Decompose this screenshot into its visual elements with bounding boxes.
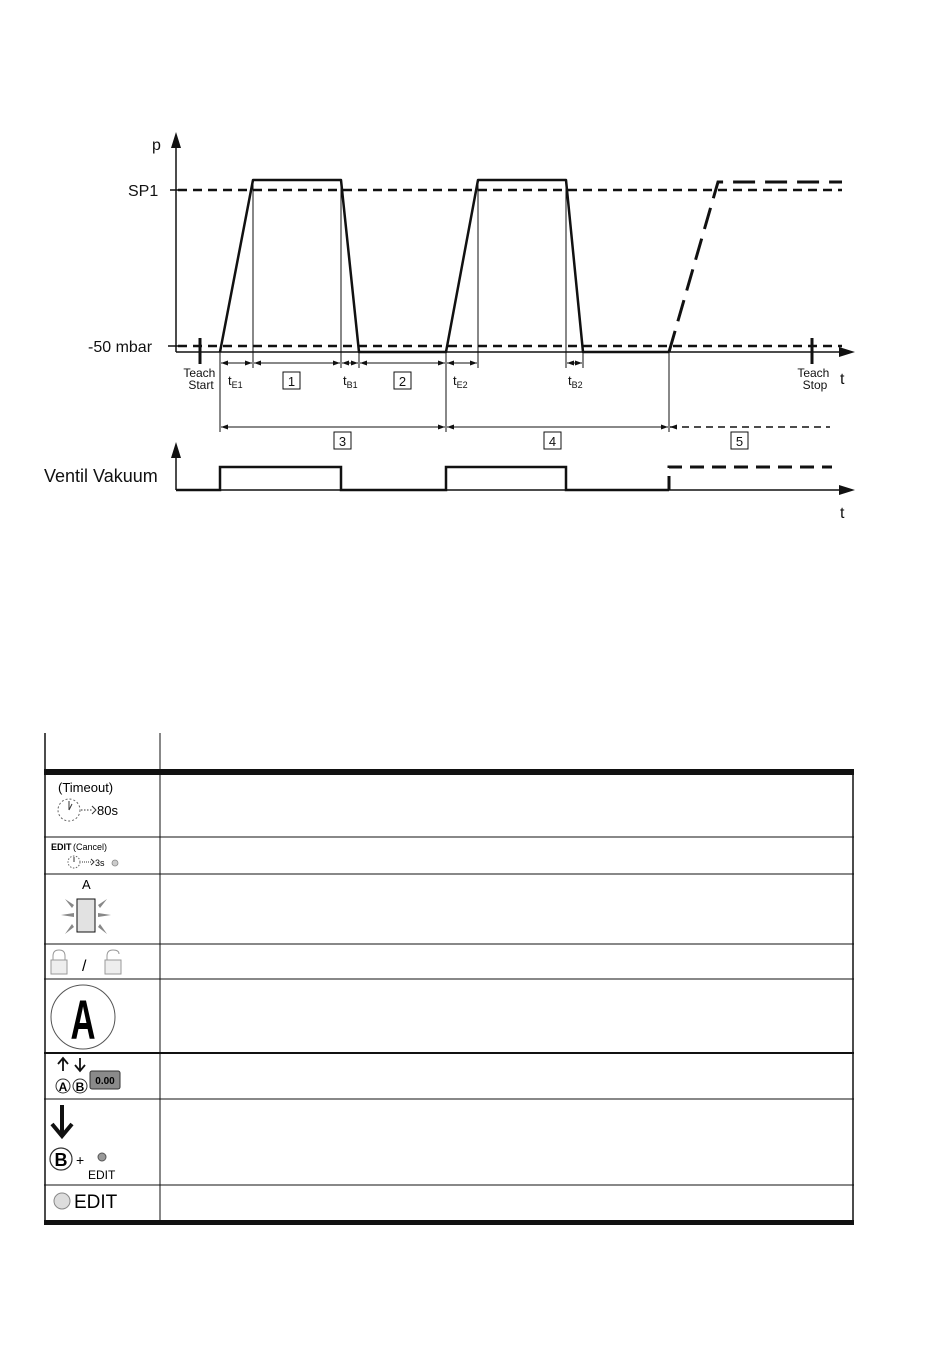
plus-sign: + [76,1152,85,1168]
t-e2-label: $t_{E2}$ [453,373,468,390]
lock-open-icon [107,950,119,960]
arrow-up-icon [58,1058,68,1071]
pressure-curve-dashed [669,182,842,352]
p-axis-arrow [171,132,181,148]
edit-button-label: EDIT [74,1192,118,1213]
key-a-small-label: A [58,1080,68,1094]
lock-symbols [48,946,158,979]
edit-button-icon [54,1193,70,1209]
cancel-value: 3s [95,858,105,868]
t-axis-arrow [839,347,855,357]
t-e1-label: $t_{E1}$ [228,373,243,390]
pressure-curve [220,180,669,352]
timeout-symbol [48,777,158,837]
blink-key-label: A [82,877,91,892]
press-b-edit-symbol [48,1101,158,1185]
cancel-label: (Cancel) [73,842,108,852]
edit-button-symbol [48,1187,158,1221]
adjust-value-symbol [48,1055,158,1099]
key-icon [77,899,95,932]
box-3-label: 3 [338,434,347,449]
teach-start-label: Teach Start [183,366,216,392]
box-2-label: 2 [398,374,407,389]
edit-prefix: EDIT [51,842,72,852]
key-b-label: B [54,1150,68,1170]
legend-table-grid [44,733,854,1233]
threshold-label: -50 mbar [88,339,153,356]
lock-closed-icon [53,950,65,960]
p-axis-label: p [152,137,161,154]
cancel-symbol [48,839,158,873]
timeout-label: (Timeout) [58,780,114,795]
valve-axis-arrow [171,442,181,458]
t-b2-label: $t_{B2}$ [568,373,583,390]
key-a-label: A [70,988,96,1052]
box-4-label: 4 [548,434,557,449]
arrow-down-icon [75,1058,85,1071]
arrow-press-icon [52,1105,72,1136]
valve-t-axis-arrow [839,485,855,495]
slash: / [82,958,87,975]
box-5-label: 5 [735,434,744,449]
teach-stop-label: Teach Stop [797,366,830,392]
sp1-label: SP1 [128,183,159,200]
display-value: 0.00 [95,1076,115,1087]
key-b-small-label: B [75,1080,85,1094]
t-axis-label: t [840,371,845,388]
edit-led-icon [98,1153,106,1161]
reference-lines [220,180,669,432]
valve-label: Ventil Vakuum [44,466,158,486]
led-icon [112,860,118,866]
key-a-symbol [48,981,158,1053]
valve-signal [176,467,669,490]
valve-t-axis-label: t [840,505,845,522]
edit-led-label: EDIT [88,1168,116,1182]
timeout-value: 80s [97,803,118,818]
box-1-label: 1 [287,374,296,389]
teach-timing-diagram [0,0,950,560]
blinking-key-symbol [48,876,158,944]
t-b1-label: $t_{B1}$ [343,373,358,390]
valve-signal-dashed [669,467,832,490]
